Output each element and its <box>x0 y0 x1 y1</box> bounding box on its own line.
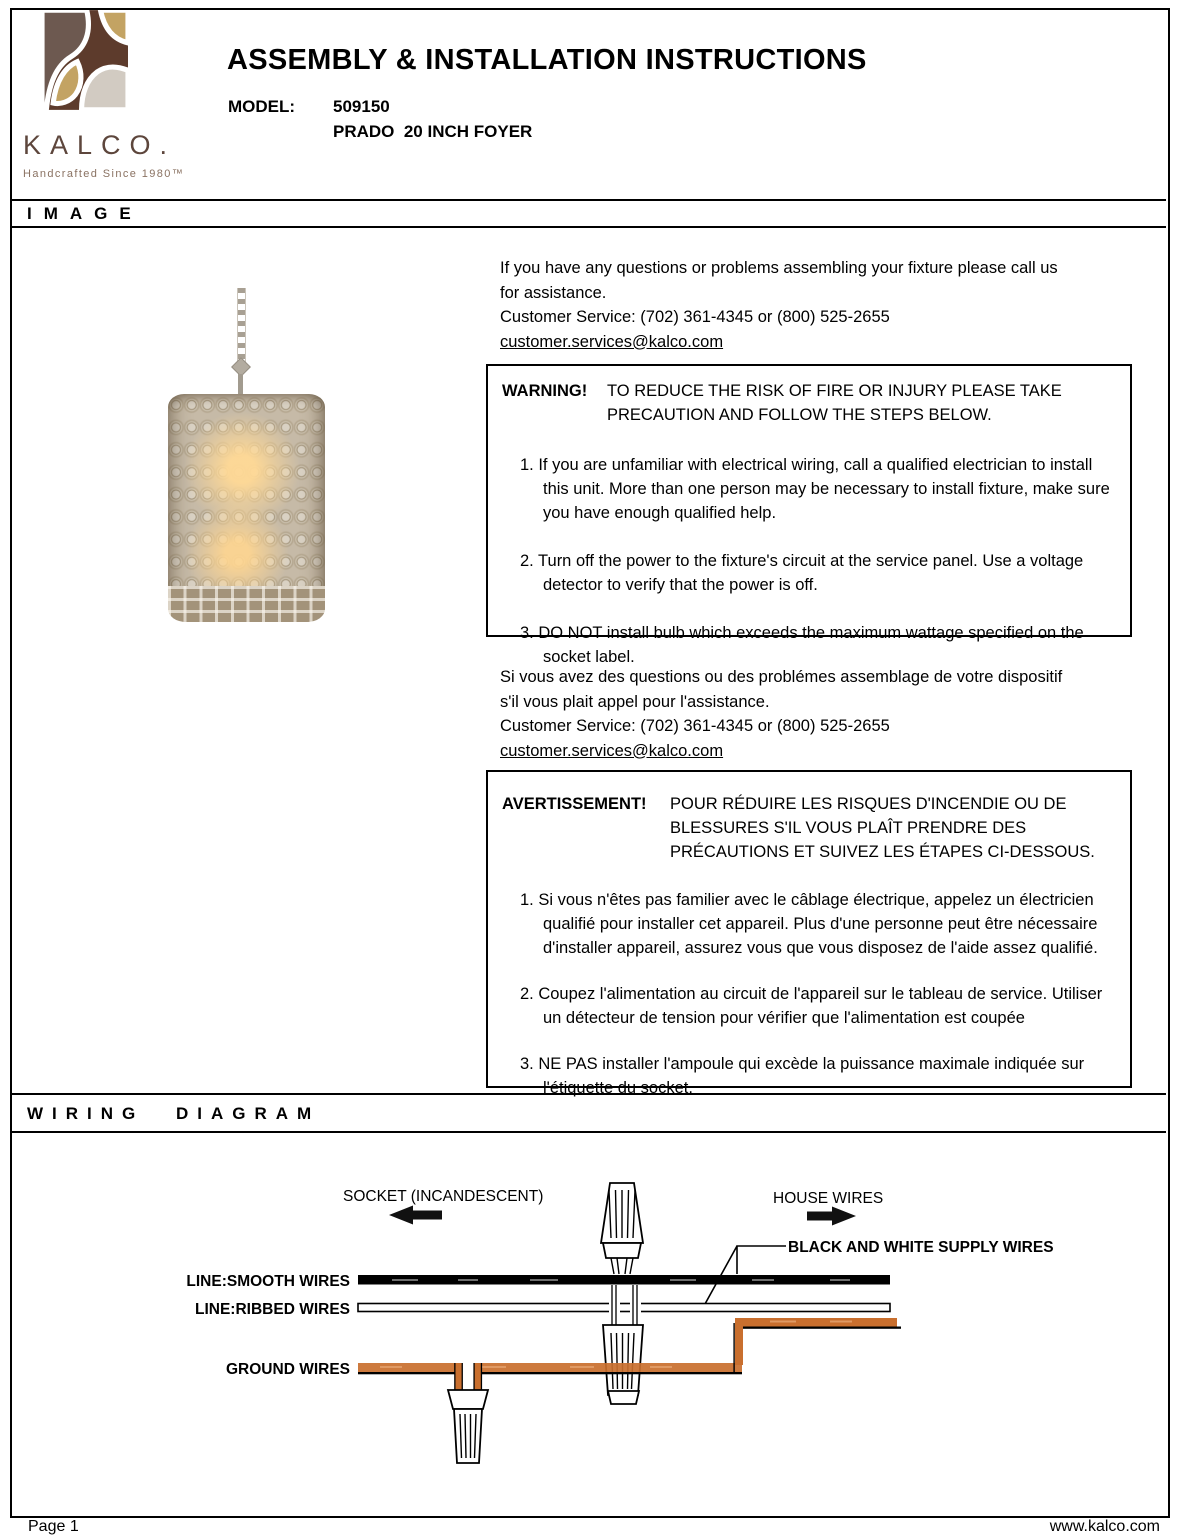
model-row <box>228 97 390 117</box>
warning-headline-en <box>607 379 1062 427</box>
product-photo <box>168 288 326 622</box>
warning-item: 1. Si vous n'êtes pas familier avec le câblage électrique, appelez un électricien qualifié pour installer cet appareil. Plus d'une personne peut être nécessaire d'installer appareil, assurez vous que vous disposez de l'aide assez qualifié. <box>520 891 1098 957</box>
right-arrow-icon <box>807 1207 856 1226</box>
warning-box-fr <box>486 770 1132 1097</box>
kalco-logo-icon <box>42 10 128 115</box>
warning-headline-fr <box>670 792 1095 864</box>
warning-headline-fr-2: BLESSURES S'IL VOUS PLAÎT PRENDRE DES <box>670 819 1027 837</box>
supply-wires-label: BLACK AND WHITE SUPPLY WIRES <box>788 1239 1054 1256</box>
warning-label-fr: AVERTISSEMENT! <box>502 795 647 813</box>
pendant-rod <box>238 374 243 396</box>
ribbed-wires-label: LINE:RIBBED WIRES <box>195 1301 350 1318</box>
contact-block-fr <box>500 665 1145 763</box>
model-name: PRADO 20 INCH FOYER <box>333 122 533 141</box>
contact-fr-line2: s'il vous plait appel pour l'assistance. <box>500 692 770 711</box>
contact-fr-phone: Customer Service: (702) 361-4345 or (800) 525-2655 <box>500 717 890 735</box>
contact-block-en <box>500 256 1145 354</box>
model-number: 509150 <box>333 97 390 116</box>
pendant-chain <box>237 288 246 362</box>
smooth-wires-label: LINE:SMOOTH WIRES <box>186 1273 350 1290</box>
socket-caption: SOCKET (INCANDESCENT) <box>343 1188 544 1205</box>
contact-en-line2: for assistance. <box>500 283 607 302</box>
section-header-wiring: WIRING DIAGRAM <box>10 1093 1166 1133</box>
left-arrow-icon <box>389 1206 442 1225</box>
ground-wires-label: GROUND WIRES <box>226 1361 350 1378</box>
ribbed-wire-line <box>358 1304 890 1312</box>
logo-tagline: Handcrafted Since 1980™ <box>23 168 185 180</box>
logo-wordmark: KALCO. <box>23 130 177 160</box>
nut-lead-wires <box>611 1258 633 1274</box>
ground-branch <box>454 1362 482 1391</box>
smooth-wire-line <box>358 1275 890 1285</box>
warning-items-fr <box>502 888 1124 1100</box>
warning-item: 2. Turn off the power to the fixture's circuit at the service panel. Use a voltage detector to verify that the power is off. <box>520 552 1084 594</box>
warning-item: 3. DO NOT install bulb which exceeds the maximum wattage specified on the socket label. <box>520 624 1084 666</box>
house-wires-caption: HOUSE WIRES <box>773 1190 884 1207</box>
page-number: Page 1 <box>28 1518 79 1535</box>
website-link[interactable]: www.kalco.com <box>1049 1518 1160 1535</box>
section-header-image: IMAGE <box>10 199 1166 228</box>
warning-label-en: WARNING! <box>502 382 588 400</box>
wire-nut-top <box>601 1183 643 1258</box>
warning-headline-fr-3: PRÉCAUTIONS ET SUIVEZ LES ÉTAPES CI-DESSOUS. <box>670 843 1095 861</box>
warning-heading-fr <box>502 792 1124 864</box>
warning-item: 1. If you are unfamiliar with electrical wiring, call a qualified electrician to install this unit. More than one person may be necessary to install fixture, make sure you have enough qualified help. <box>520 456 1110 522</box>
warning-heading-en <box>502 379 1120 427</box>
ribbed-line-gap <box>609 1302 620 1313</box>
model-label: MODEL: <box>228 97 296 116</box>
ribbed-line-gap <box>630 1302 641 1313</box>
contact-en-line1: If you have any questions or problems assembling your fixture please call us <box>500 259 1058 277</box>
pendant-shade-bottom-band <box>168 586 325 622</box>
warning-item: 3. NE PAS installer l'ampoule qui excède la puissance maximale indiquée sur l'étiquette du socket. <box>520 1055 1085 1097</box>
wiring-diagram <box>10 1133 1170 1516</box>
warning-headline-en-2: PRECAUTION AND FOLLOW THE STEPS BELOW. <box>607 406 992 424</box>
warning-items-en <box>502 453 1120 669</box>
contact-en-phone: Customer Service: (702) 361-4345 or (800) 525-2655 <box>500 308 890 326</box>
pendant-shade <box>168 394 325 622</box>
warning-box-en <box>486 364 1132 666</box>
contact-fr-line1: Si vous avez des questions ou des problémes assemblage de votre dispositif <box>500 668 1063 686</box>
page-title: ASSEMBLY & INSTALLATION INSTRUCTIONS <box>227 44 867 76</box>
email-link[interactable]: customer.services@kalco.com <box>500 332 724 351</box>
warning-item: 2. Coupez l'alimentation au circuit de l'appareil sur le tableau de service. Utiliser un détecteur de tension pour vérifier que l'alimentation est coupée <box>520 985 1103 1027</box>
wire-nut-ground <box>448 1390 488 1463</box>
warning-headline-fr-1: POUR RÉDUIRE LES RISQUES D'INCENDIE OU DE <box>670 795 1067 813</box>
warning-headline-en-1: TO REDUCE THE RISK OF FIRE OR INJURY PLEASE TAKE <box>607 382 1062 400</box>
email-link[interactable]: customer.services@kalco.com <box>500 741 724 760</box>
